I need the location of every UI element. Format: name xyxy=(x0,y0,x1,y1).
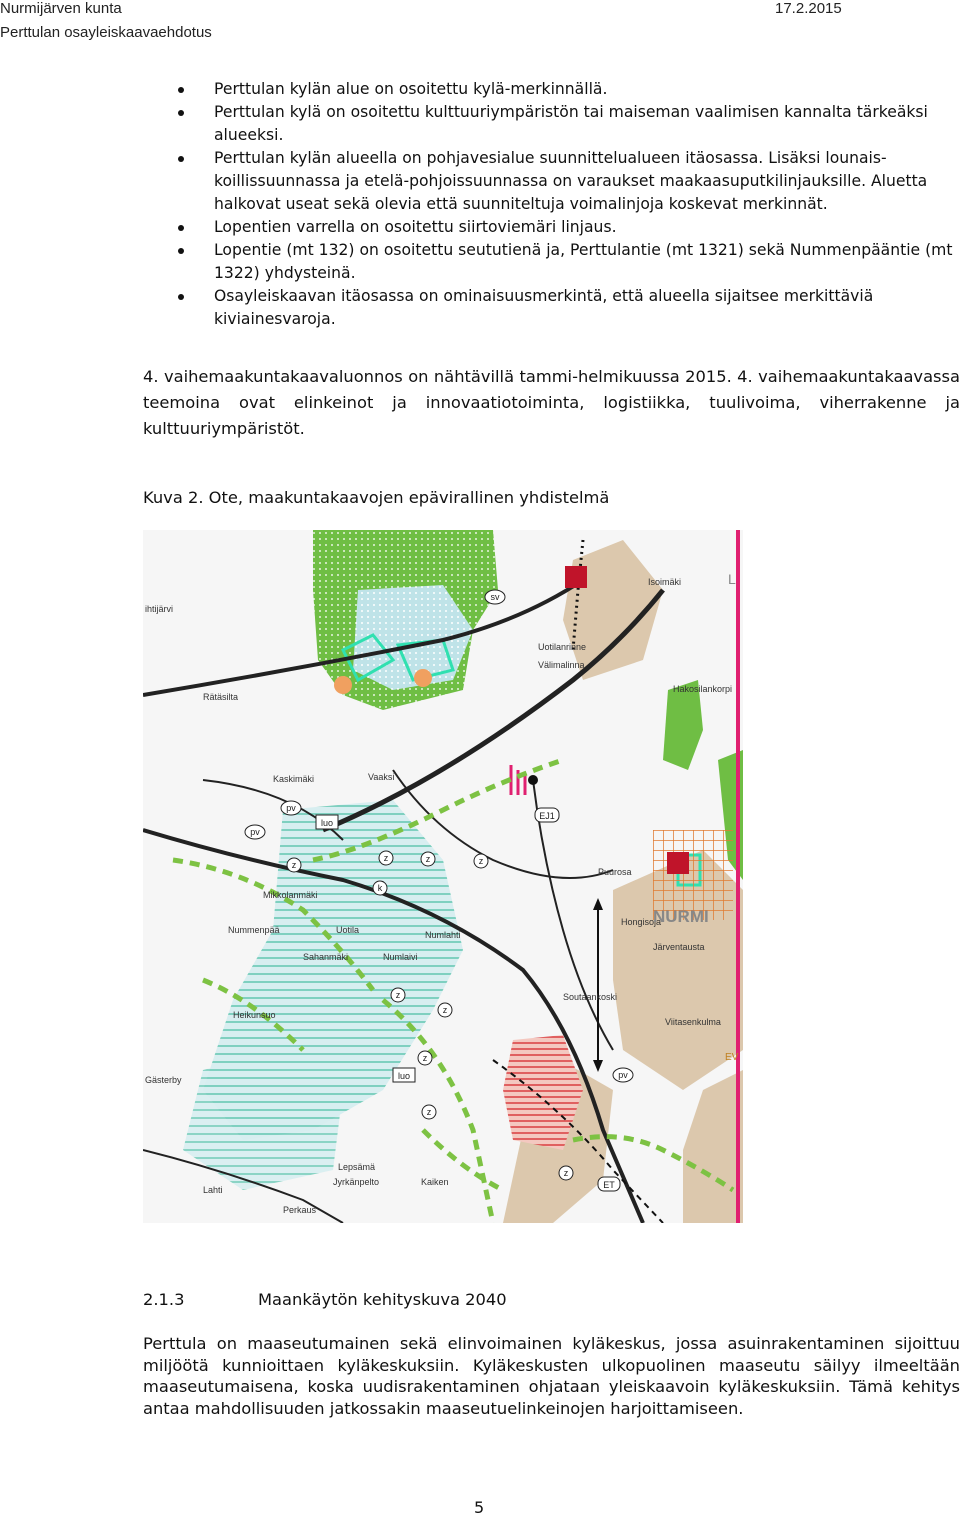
svg-text:pv: pv xyxy=(250,827,260,837)
figure-caption: Kuva 2. Ote, maakuntakaavojen epävirallinen yhdistelmä xyxy=(143,488,610,507)
paragraph-plan-info: 4. vaihemaakuntakaavaluonnos on nähtävillä tammi-helmikuussa 2015. 4. vaihemaakuntakaavassa teemoina ovat elinkeinot ja innovaatiotoiminta, logistiikka, tuulivoima, viherrakenne ja kulttuuriympäristöt. xyxy=(143,367,960,438)
map-svg xyxy=(143,530,743,1223)
svg-text:z: z xyxy=(422,1053,428,1063)
svg-text:EJ1: EJ1 xyxy=(539,811,555,821)
svg-text:luo: luo xyxy=(397,1071,411,1081)
place-label-lahti: Lahti xyxy=(203,1185,223,1195)
symbol-luo-1 xyxy=(316,815,338,829)
place-label-sahanmaki: Sahanmäki xyxy=(303,952,349,962)
bullet-text: Osayleiskaavan itäosassa on ominaisuusmerkintä, että alueella sijaitsee merkittäviä kiviainesvaroja. xyxy=(214,287,874,328)
place-label-numlahti: Numlahti xyxy=(425,930,461,940)
svg-text:luo: luo xyxy=(320,818,334,828)
svg-text:z: z xyxy=(426,1107,432,1117)
symbol-z-9 xyxy=(559,1166,573,1180)
svg-text:pv: pv xyxy=(618,1070,628,1080)
place-label-uotila: Uotila xyxy=(336,925,360,935)
place-label-puurosa: Puurosa xyxy=(598,867,632,877)
svg-text:ET: ET xyxy=(603,1180,615,1190)
place-label-hongisoja: Hongisoja xyxy=(621,917,662,927)
section-title: Maankäytön kehityskuva 2040 xyxy=(258,1290,507,1309)
symbol-k-1 xyxy=(373,881,387,895)
list-item xyxy=(178,285,960,331)
symbol-et xyxy=(598,1177,620,1191)
red-square-marker-north xyxy=(565,566,587,588)
svg-text:sv: sv xyxy=(490,592,500,602)
place-label-soutaankoski: Soutaankoski xyxy=(563,992,618,1002)
map-symbol-l: L xyxy=(728,571,736,587)
bullet-text: Perttulan kylän alueella on pohjavesialue suunnittelualueen itäosassa. Lisäksi lounais-koillissuunnassa ja etelä-pohjoissuunnassa on varaukset maakaasuputkilinjauksille. Aluetta halkovat useat sekä olevia että suunniteltuja voimalinjoja koskevat merkinnät. xyxy=(214,149,928,213)
symbol-pv-1 xyxy=(281,801,301,815)
svg-text:z: z xyxy=(442,1005,448,1015)
bullet-text: Perttulan kylän alue on osoitettu kylä-merkinnällä. xyxy=(214,80,608,98)
place-label-jarventausta: Järventausta xyxy=(653,942,705,952)
bullet-icon xyxy=(178,110,184,116)
place-label-isoimaki: Isoimäki xyxy=(648,577,682,587)
bullet-text: Lopentien varrella on osoitettu siirtoviemäri linjaus. xyxy=(214,218,617,236)
list-item xyxy=(178,147,960,216)
orange-dot-marker-2 xyxy=(414,669,432,687)
svg-text:z: z xyxy=(395,990,401,1000)
svg-text:pv: pv xyxy=(286,803,296,813)
svg-text:z: z xyxy=(291,860,297,870)
list-item xyxy=(178,78,960,101)
place-label-jyrkanpelto: Jyrkänpelto xyxy=(333,1177,380,1187)
map-symbol-ev: EV xyxy=(725,1052,739,1063)
list-item xyxy=(178,239,960,285)
place-label-mikkolanmaki: Mikkolanmäki xyxy=(263,890,318,900)
symbol-z-8 xyxy=(422,1105,436,1119)
symbol-z-6 xyxy=(418,1051,432,1065)
svg-text:z: z xyxy=(383,853,389,863)
symbol-luo-2 xyxy=(393,1068,415,1082)
symbol-z-3 xyxy=(421,852,435,866)
symbol-sv-north xyxy=(485,590,505,604)
symbol-z-2 xyxy=(379,851,393,865)
header-municipality: Nurmijärven kunta xyxy=(0,0,122,17)
symbol-z-1 xyxy=(287,858,301,872)
header-document-title: Perttulan osayleiskaavaehdotus xyxy=(0,24,212,41)
regional-plan-map xyxy=(143,530,743,1223)
list-item xyxy=(178,216,960,239)
symbol-z-5 xyxy=(438,1003,452,1017)
place-label-valimalinna: Välimalinna xyxy=(538,660,585,670)
place-label-perkaus: Perkaus xyxy=(283,1205,317,1215)
place-label-ratasilta: Rätäsilta xyxy=(203,692,239,702)
symbol-z-7 xyxy=(391,988,405,1002)
bullet-icon xyxy=(178,225,184,231)
bullet-text: Perttulan kylä on osoitettu kulttuuriympäristön tai maiseman vaalimisen kannalta tärkeäksi alueeksi. xyxy=(214,103,928,144)
place-label-nurmijarvi: NURMI xyxy=(653,907,709,926)
symbol-z-4 xyxy=(474,854,488,868)
paragraph-development-vision: Perttula on maaseutumainen sekä elinvoimainen kyläkeskus, jossa asuinrakentaminen sijoittuu miljöötä kunnioittaen kyläkeskuksiin. Kyläkeskusten ulkopuolinen maaseutu säilyy ilmeeltään maaseutumaisena, koska uudisrakentaminen ohjataan yleiskaavoin kyläkeskuksiin. Tämä kehitys antaa mahdollisuuden jatkossakin maaseutuelinkeinojen harjoittamiseen. xyxy=(143,1334,960,1418)
list-item xyxy=(178,101,960,147)
svg-text:z: z xyxy=(563,1168,569,1178)
place-label-gasterby: Gästerby xyxy=(145,1075,182,1085)
place-label-heikunsuo: Heikunsuo xyxy=(233,1010,276,1020)
bullet-icon xyxy=(178,294,184,300)
place-label-kaskimaki: Kaskimäki xyxy=(273,774,315,784)
bullet-icon xyxy=(178,248,184,254)
symbol-ej1 xyxy=(535,808,559,822)
place-label-uotilanrinne: Uotilanrinne xyxy=(538,642,587,652)
place-label-nummenpaa: Nummenpää xyxy=(228,925,280,935)
header-date: 17.2.2015 xyxy=(775,0,842,17)
place-label-numlaivi: Numlaivi xyxy=(383,952,418,962)
place-label-lepsama: Lepsämä xyxy=(338,1162,376,1172)
svg-text:z: z xyxy=(478,856,484,866)
bullet-list xyxy=(178,78,960,331)
place-label-hakosilankorpi: Hakosilankorpi xyxy=(673,684,733,694)
symbol-pv-3 xyxy=(613,1068,633,1082)
place-label-kaiken: Kaiken xyxy=(421,1177,449,1187)
symbol-pv-2 xyxy=(245,825,265,839)
bullet-text: Lopentie (mt 132) on osoitettu seututienä ja, Perttulantie (mt 1321) sekä Nummenpääntie (mt 1322) yhdysteinä. xyxy=(214,241,953,282)
red-square-marker-nurmijarvi xyxy=(667,852,689,874)
page-number: 5 xyxy=(474,1498,485,1517)
orange-dot-marker-1 xyxy=(334,676,352,694)
place-label-viitasenkulma: Viitasenkulma xyxy=(665,1017,721,1027)
place-label-ihtijarvi: ihtijärvi xyxy=(145,604,174,614)
svg-text:z: z xyxy=(425,854,431,864)
svg-text:k: k xyxy=(377,883,383,893)
bullet-icon xyxy=(178,87,184,93)
place-label-vaaksi: Vaaksi xyxy=(368,772,395,782)
bullet-icon xyxy=(178,156,184,162)
section-number: 2.1.3 xyxy=(143,1290,185,1309)
black-dot-marker xyxy=(528,775,538,785)
